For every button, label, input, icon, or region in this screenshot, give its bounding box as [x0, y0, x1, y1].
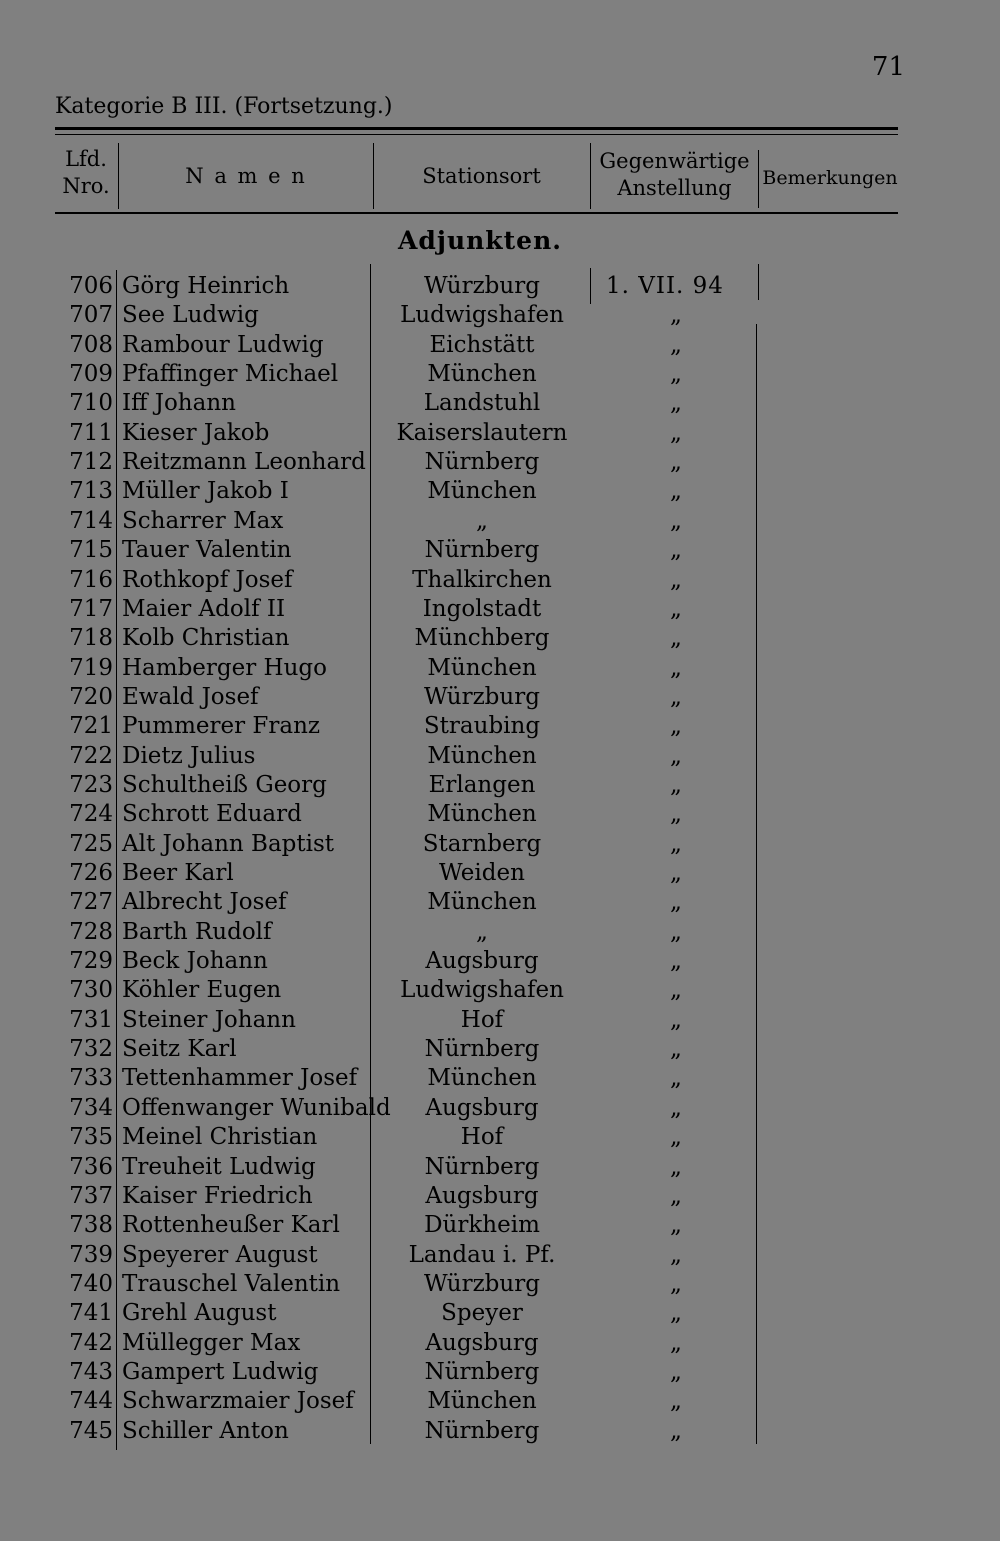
row-name: Steiner Johann: [122, 1007, 296, 1033]
row-number: 740: [69, 1271, 113, 1297]
row-station: „: [476, 508, 488, 534]
row-appointment: „: [670, 889, 682, 915]
row-name: Schwarzmaier Josef: [122, 1388, 354, 1414]
row-station: Weiden: [439, 860, 525, 886]
table-row: [0, 976, 1000, 1005]
table-row: [0, 1153, 1000, 1182]
row-name: Schrott Eduard: [122, 801, 302, 827]
row-number: 717: [69, 596, 113, 622]
row-number: 721: [69, 713, 113, 739]
header-divider: [758, 150, 759, 208]
table-row: [0, 1123, 1000, 1152]
row-station: Nürnberg: [424, 1359, 540, 1385]
table-row: [0, 507, 1000, 536]
row-station: München: [427, 801, 537, 827]
row-name: Schultheiß Georg: [122, 772, 327, 798]
table-row: [0, 947, 1000, 976]
row-station: Ludwigshafen: [400, 977, 564, 1003]
row-number: 742: [69, 1330, 113, 1356]
row-number: 715: [69, 537, 113, 563]
row-name: Barth Rudolf: [122, 919, 272, 945]
row-station: Dürkheim: [424, 1212, 540, 1238]
row-name: Iff Johann: [122, 390, 236, 416]
row-number: 709: [69, 361, 113, 387]
row-appointment: „: [670, 390, 682, 416]
row-name: Tauer Valentin: [122, 537, 292, 563]
row-number: 718: [69, 625, 113, 651]
table-row: [0, 1094, 1000, 1123]
row-appointment: „: [670, 1065, 682, 1091]
row-appointment: „: [670, 1330, 682, 1356]
header-anst-line1: Gegenwärtige: [599, 149, 750, 173]
row-name: Offenwanger Wunibald: [122, 1095, 391, 1121]
row-appointment: „: [670, 1036, 682, 1062]
row-number: 736: [69, 1154, 113, 1180]
row-station: München: [427, 889, 537, 915]
row-number: 707: [69, 302, 113, 328]
row-number: 723: [69, 772, 113, 798]
row-appointment: „: [670, 332, 682, 358]
row-appointment: „: [670, 302, 682, 328]
row-number: 730: [69, 977, 113, 1003]
row-station: Ingolstadt: [422, 596, 542, 622]
table-row: [0, 712, 1000, 741]
row-name: Ewald Josef: [122, 684, 259, 710]
row-appointment: „: [670, 625, 682, 651]
row-name: Görg Heinrich: [122, 273, 290, 299]
header-anst: [592, 148, 757, 202]
table-row: [0, 1387, 1000, 1416]
row-appointment: 1. VII. 94: [606, 273, 724, 299]
row-number: 732: [69, 1036, 113, 1062]
row-name: Pfaffinger Michael: [122, 361, 339, 387]
row-appointment: „: [670, 713, 682, 739]
table-row: [0, 1358, 1000, 1387]
row-number: 735: [69, 1124, 113, 1150]
row-appointment: „: [670, 1124, 682, 1150]
row-appointment: „: [670, 1154, 682, 1180]
row-station: Ludwigshafen: [400, 302, 564, 328]
row-number: 719: [69, 655, 113, 681]
row-appointment: „: [670, 743, 682, 769]
row-name: Rottenheußer Karl: [122, 1212, 340, 1238]
row-name: Beer Karl: [122, 860, 234, 886]
row-appointment: „: [670, 831, 682, 857]
row-name: Speyerer August: [122, 1242, 318, 1268]
row-number: 722: [69, 743, 113, 769]
row-name: Reitzmann Leonhard: [122, 449, 366, 475]
row-number: 714: [69, 508, 113, 534]
row-station: Nürnberg: [424, 1036, 540, 1062]
header-divider: [118, 143, 119, 209]
row-appointment: „: [670, 449, 682, 475]
row-station: Würzburg: [424, 273, 540, 299]
header-divider: [590, 143, 591, 209]
row-appointment: „: [670, 1359, 682, 1385]
row-number: 743: [69, 1359, 113, 1385]
header-bem: Bemerkungen: [762, 167, 898, 189]
row-station: Straubing: [423, 713, 541, 739]
table-row: [0, 888, 1000, 917]
row-appointment: „: [670, 860, 682, 886]
table-row: [0, 1329, 1000, 1358]
page-number: 71: [871, 52, 905, 82]
row-name: See Ludwig: [122, 302, 259, 328]
row-appointment: „: [670, 948, 682, 974]
row-station: Erlangen: [428, 772, 536, 798]
header-nr-line1: Lfd.: [65, 147, 107, 171]
category-heading: Kategorie B III. (Fortsetzung.): [55, 94, 393, 119]
row-name: Köhler Eugen: [122, 977, 282, 1003]
row-number: 725: [69, 831, 113, 857]
row-number: 738: [69, 1212, 113, 1238]
row-station: München: [427, 1388, 537, 1414]
row-station: Augsburg: [425, 948, 539, 974]
row-station: „: [476, 919, 488, 945]
row-number: 745: [69, 1418, 113, 1444]
table-row: [0, 301, 1000, 330]
row-station: Eichstätt: [429, 332, 535, 358]
row-station: Augsburg: [425, 1183, 539, 1209]
row-station: München: [427, 1065, 537, 1091]
row-appointment: „: [670, 1007, 682, 1033]
table-row: [0, 536, 1000, 565]
row-station: Landstuhl: [423, 390, 541, 416]
row-station: Münchberg: [414, 625, 550, 651]
row-number: 712: [69, 449, 113, 475]
row-number: 713: [69, 478, 113, 504]
row-station: Nürnberg: [424, 1154, 540, 1180]
row-number: 724: [69, 801, 113, 827]
row-appointment: „: [670, 1095, 682, 1121]
row-appointment: „: [670, 1242, 682, 1268]
row-name: Scharrer Max: [122, 508, 284, 534]
table-row: [0, 918, 1000, 947]
row-station: Hof: [460, 1007, 504, 1033]
table-row: [0, 1241, 1000, 1270]
header-rule-thick: [55, 127, 898, 130]
table-row: [0, 360, 1000, 389]
row-station: Speyer: [441, 1300, 523, 1326]
row-number: 739: [69, 1242, 113, 1268]
table-row: [0, 419, 1000, 448]
row-number: 726: [69, 860, 113, 886]
row-number: 744: [69, 1388, 113, 1414]
row-appointment: „: [670, 1212, 682, 1238]
table-row: [0, 595, 1000, 624]
row-appointment: „: [670, 919, 682, 945]
row-name: Müllegger Max: [122, 1330, 301, 1356]
row-appointment: „: [670, 801, 682, 827]
row-name: Grehl August: [122, 1300, 277, 1326]
header-nr: [55, 146, 117, 200]
row-appointment: „: [670, 1418, 682, 1444]
table-row: [0, 1211, 1000, 1240]
row-appointment: „: [670, 596, 682, 622]
row-number: 737: [69, 1183, 113, 1209]
row-name: Meinel Christian: [122, 1124, 318, 1150]
header-name: N a m e n: [185, 164, 307, 188]
row-appointment: „: [670, 567, 682, 593]
section-title: Adjunkten.: [398, 226, 562, 255]
row-station: Landau i. Pf.: [408, 1242, 556, 1268]
row-name: Treuheit Ludwig: [122, 1154, 316, 1180]
row-appointment: „: [670, 478, 682, 504]
table-row: [0, 1299, 1000, 1328]
row-station: Nürnberg: [424, 537, 540, 563]
row-appointment: „: [670, 537, 682, 563]
table-row: [0, 272, 1000, 301]
row-station: Kaiserslautern: [396, 420, 568, 446]
table-row: [0, 1182, 1000, 1211]
row-name: Kaiser Friedrich: [122, 1183, 313, 1209]
row-name: Gampert Ludwig: [122, 1359, 319, 1385]
row-appointment: „: [670, 508, 682, 534]
row-name: Rambour Ludwig: [122, 332, 324, 358]
row-station: München: [427, 655, 537, 681]
row-name: Schiller Anton: [122, 1418, 289, 1444]
table-row: [0, 1064, 1000, 1093]
row-name: Alt Johann Baptist: [122, 831, 335, 857]
row-station: Augsburg: [425, 1095, 539, 1121]
table-row: [0, 566, 1000, 595]
row-station: München: [427, 361, 537, 387]
row-number: 741: [69, 1300, 113, 1326]
table-row: [0, 1006, 1000, 1035]
row-station: Nürnberg: [424, 449, 540, 475]
row-number: 727: [69, 889, 113, 915]
table-row: [0, 477, 1000, 506]
row-number: 733: [69, 1065, 113, 1091]
header-anst-line2: Anstellung: [617, 176, 732, 200]
table-row: [0, 1270, 1000, 1299]
row-appointment: „: [670, 1183, 682, 1209]
table-row: [0, 331, 1000, 360]
row-station: Thalkirchen: [412, 567, 552, 593]
row-appointment: „: [670, 772, 682, 798]
row-name: Albrecht Josef: [122, 889, 287, 915]
table-row: [0, 683, 1000, 712]
table-row: [0, 389, 1000, 418]
row-station: Nürnberg: [424, 1418, 540, 1444]
table-row: [0, 742, 1000, 771]
row-name: Dietz Julius: [122, 743, 256, 769]
header-rule-thin: [55, 134, 898, 135]
header-rule-bottom: [55, 212, 898, 214]
row-number: 729: [69, 948, 113, 974]
row-name: Tettenhammer Josef: [122, 1065, 358, 1091]
row-station: Starnberg: [422, 831, 542, 857]
table-row: [0, 1035, 1000, 1064]
row-name: Rothkopf Josef: [122, 567, 293, 593]
table-row: [0, 830, 1000, 859]
row-station: München: [427, 743, 537, 769]
table-row: [0, 1417, 1000, 1446]
row-station: Augsburg: [425, 1330, 539, 1356]
row-appointment: „: [670, 977, 682, 1003]
row-appointment: „: [670, 1388, 682, 1414]
table-row: [0, 654, 1000, 683]
row-number: 720: [69, 684, 113, 710]
row-name: Kieser Jakob: [122, 420, 270, 446]
row-number: 706: [69, 273, 113, 299]
row-station: Hof: [460, 1124, 504, 1150]
row-number: 731: [69, 1007, 113, 1033]
row-appointment: „: [670, 361, 682, 387]
row-name: Müller Jakob I: [122, 478, 289, 504]
row-name: Seitz Karl: [122, 1036, 237, 1062]
row-number: 708: [69, 332, 113, 358]
row-name: Pummerer Franz: [122, 713, 321, 739]
row-appointment: „: [670, 655, 682, 681]
header-nr-line2: Nro.: [62, 174, 110, 198]
row-appointment: „: [670, 1271, 682, 1297]
row-name: Beck Johann: [122, 948, 268, 974]
row-station: Würzburg: [424, 684, 540, 710]
table-row: [0, 448, 1000, 477]
header-ort: Stationsort: [422, 164, 541, 188]
table-row: [0, 800, 1000, 829]
row-number: 710: [69, 390, 113, 416]
table-row: [0, 771, 1000, 800]
row-name: Maier Adolf II: [122, 596, 286, 622]
row-number: 734: [69, 1095, 113, 1121]
table-row: [0, 859, 1000, 888]
row-appointment: „: [670, 1300, 682, 1326]
row-number: 716: [69, 567, 113, 593]
row-number: 728: [69, 919, 113, 945]
row-station: Würzburg: [424, 1271, 540, 1297]
row-station: München: [427, 478, 537, 504]
row-name: Kolb Christian: [122, 625, 290, 651]
row-number: 711: [69, 420, 113, 446]
row-appointment: „: [670, 420, 682, 446]
row-name: Hamberger Hugo: [122, 655, 327, 681]
row-appointment: „: [670, 684, 682, 710]
row-name: Trauschel Valentin: [122, 1271, 341, 1297]
table-row: [0, 624, 1000, 653]
